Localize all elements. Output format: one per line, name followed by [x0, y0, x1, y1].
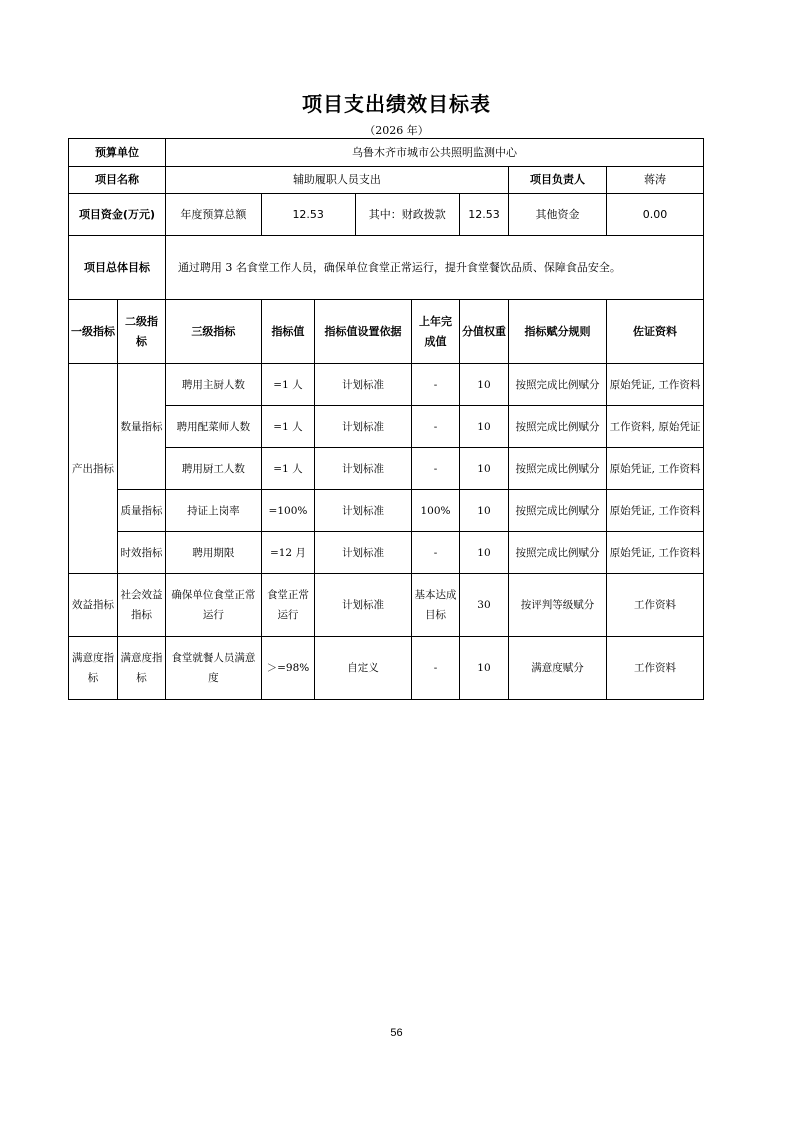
- row-rule: 按照完成比例赋分: [508, 490, 606, 532]
- page-number: 56: [390, 1027, 403, 1039]
- row-name: 聘用主厨人数: [165, 364, 261, 406]
- group-satisfaction-sub: 满意度指标: [118, 637, 166, 700]
- header-value: 指标值: [261, 300, 314, 364]
- group-quantity: 数量指标: [118, 364, 166, 490]
- row-value: ＞=98%: [261, 637, 314, 700]
- row-value: 食堂正常运行: [261, 574, 314, 637]
- header-weight: 分值权重: [459, 300, 508, 364]
- row-weight: 10: [459, 637, 508, 700]
- fiscal-label: 其中：财政拨款: [355, 194, 459, 236]
- row-name: 持证上岗率: [165, 490, 261, 532]
- table-row: [69, 364, 704, 406]
- group-benefit: 效益指标: [69, 574, 118, 637]
- row-name: 聘用配菜师人数: [165, 406, 261, 448]
- row-basis: 自定义: [315, 637, 412, 700]
- row-evidence: 原始凭证, 工作资料: [606, 532, 703, 574]
- row-value: =100%: [261, 490, 314, 532]
- row-rule: 按照完成比例赋分: [508, 448, 606, 490]
- project-name-label: 项目名称: [69, 167, 166, 194]
- group-satisfaction: 满意度指标: [69, 637, 118, 700]
- table-row: [69, 637, 704, 700]
- row-name: 确保单位食堂正常运行: [165, 574, 261, 637]
- row-rule: 按照完成比例赋分: [508, 406, 606, 448]
- row-value: =1 人: [261, 448, 314, 490]
- budget-unit-label: 预算单位: [69, 139, 166, 167]
- header-rule: 指标赋分规则: [508, 300, 606, 364]
- funds-label: 项目资金(万元): [69, 194, 166, 236]
- project-name-value: 辅助履职人员支出: [165, 167, 508, 194]
- fiscal-value: 12.53: [459, 194, 508, 236]
- row-basis: 计划标准: [315, 364, 412, 406]
- row-value: =12 月: [261, 532, 314, 574]
- row-evidence: 原始凭证, 工作资料: [606, 490, 703, 532]
- annual-total-value: 12.53: [261, 194, 355, 236]
- row-evidence: 原始凭证, 工作资料: [606, 364, 703, 406]
- performance-table: [68, 138, 704, 700]
- annual-total-label: 年度预算总额: [165, 194, 261, 236]
- row-name: 食堂就餐人员满意度: [165, 637, 261, 700]
- page-title: 项目支出绩效目标表: [302, 92, 491, 116]
- row-weight: 10: [459, 448, 508, 490]
- row-rule: 按评判等级赋分: [508, 574, 606, 637]
- row-evidence: 原始凭证, 工作资料: [606, 448, 703, 490]
- header-level2: 二级指标: [118, 300, 166, 364]
- row-value: =1 人: [261, 406, 314, 448]
- owner-value: 蒋涛: [606, 167, 703, 194]
- row-last: -: [412, 406, 460, 448]
- owner-label: 项目负责人: [508, 167, 606, 194]
- row-weight: 10: [459, 406, 508, 448]
- header-basis: 指标值设置依据: [315, 300, 412, 364]
- row-weight: 10: [459, 490, 508, 532]
- row-evidence: 工作资料, 原始凭证: [606, 406, 703, 448]
- row-basis: 计划标准: [315, 490, 412, 532]
- row-last: 100%: [412, 490, 460, 532]
- table-row: [69, 574, 704, 637]
- budget-unit-value: 乌鲁木齐市城市公共照明监测中心: [165, 139, 703, 167]
- row-last: -: [412, 532, 460, 574]
- header-level3: 三级指标: [165, 300, 261, 364]
- row-value: =1 人: [261, 364, 314, 406]
- table-row: [69, 532, 704, 574]
- row-weight: 10: [459, 364, 508, 406]
- header-evidence: 佐证资料: [606, 300, 703, 364]
- row-weight: 30: [459, 574, 508, 637]
- goal-text: 通过聘用 3 名食堂工作人员，确保单位食堂正常运行，提升食堂餐饮品质、保障食品安全。: [165, 236, 703, 300]
- year-label: （2026 年）: [364, 124, 429, 137]
- group-social: 社会效益指标: [118, 574, 166, 637]
- header-last-year: 上年完成值: [412, 300, 460, 364]
- group-quality: 质量指标: [118, 490, 166, 532]
- other-funds-value: 0.00: [606, 194, 703, 236]
- row-last: -: [412, 364, 460, 406]
- row-evidence: 工作资料: [606, 637, 703, 700]
- row-name: 聘用厨工人数: [165, 448, 261, 490]
- row-last: -: [412, 448, 460, 490]
- row-weight: 10: [459, 532, 508, 574]
- row-last: -: [412, 637, 460, 700]
- header-level1: 一级指标: [69, 300, 118, 364]
- row-basis: 计划标准: [315, 406, 412, 448]
- row-basis: 计划标准: [315, 532, 412, 574]
- row-rule: 按照完成比例赋分: [508, 364, 606, 406]
- row-rule: 满意度赋分: [508, 637, 606, 700]
- table-row: [69, 490, 704, 532]
- goal-label: 项目总体目标: [69, 236, 166, 300]
- row-rule: 按照完成比例赋分: [508, 532, 606, 574]
- group-output: 产出指标: [69, 364, 118, 574]
- row-basis: 计划标准: [315, 574, 412, 637]
- row-name: 聘用期限: [165, 532, 261, 574]
- row-evidence: 工作资料: [606, 574, 703, 637]
- group-timeliness: 时效指标: [118, 532, 166, 574]
- other-funds-label: 其他资金: [508, 194, 606, 236]
- row-basis: 计划标准: [315, 448, 412, 490]
- row-last: 基本达成目标: [412, 574, 460, 637]
